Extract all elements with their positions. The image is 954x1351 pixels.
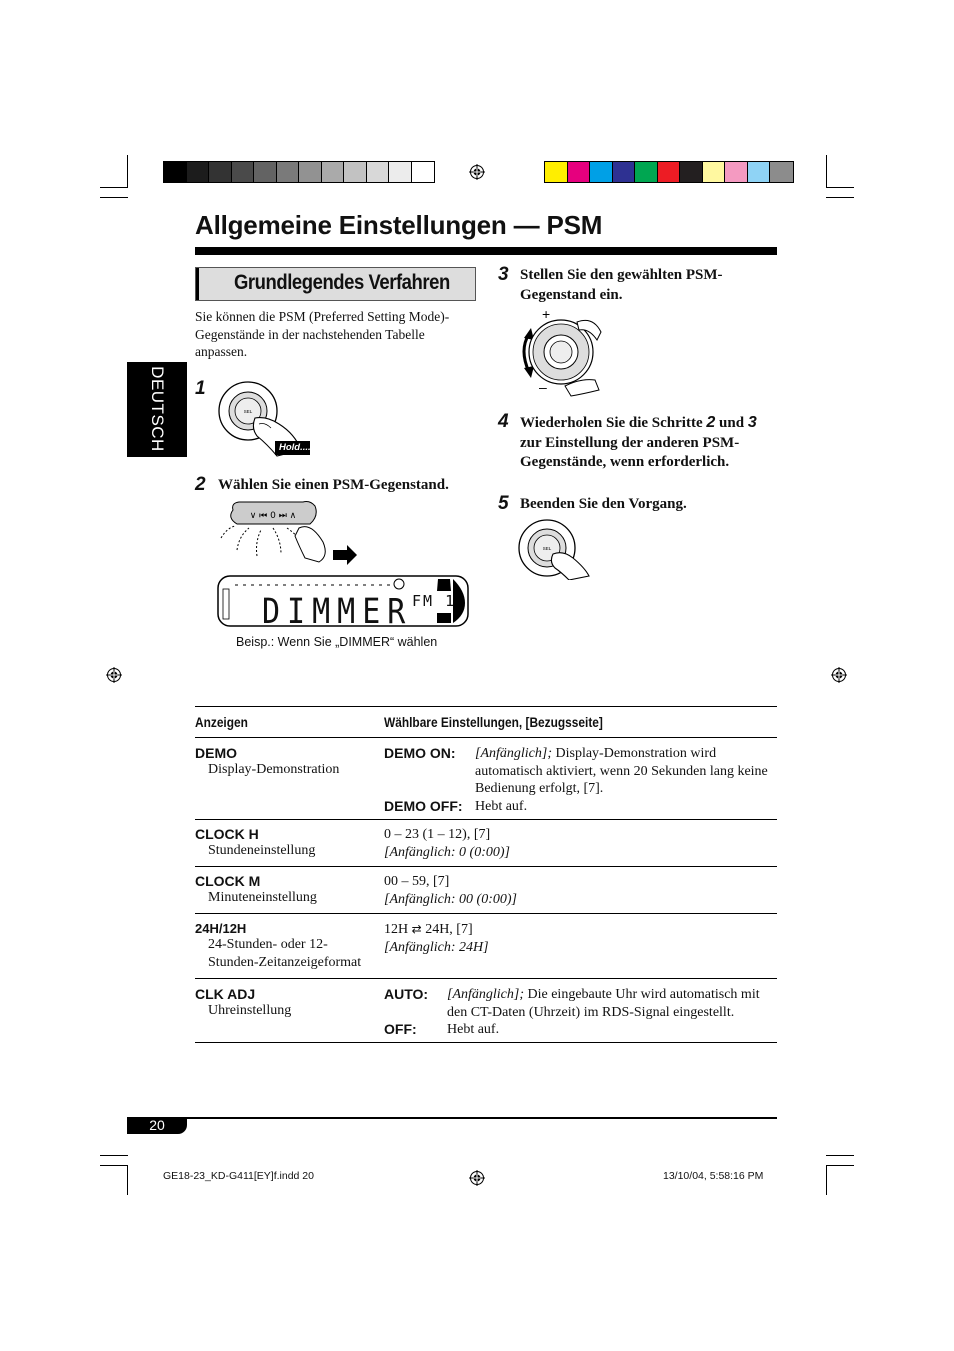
step-4-text-b: und (715, 415, 748, 431)
row-desc: 24-Stunden- oder 12-Stunden-Zeitanzeigeformat (208, 937, 362, 970)
row-initial: [Anfänglich: 24H] (384, 939, 489, 955)
color-swatch (322, 162, 345, 182)
step-4-number: 4 (498, 411, 509, 432)
crop-mark (100, 187, 128, 188)
row-desc: Minuteneinstellung (208, 890, 317, 905)
crop-mark (127, 155, 128, 187)
step-5-number: 5 (498, 493, 509, 514)
option-label: DEMO OFF: (384, 797, 463, 814)
svg-text:∨ ⏮ 0 ⏭ ∧: ∨ ⏮ 0 ⏭ ∧ (249, 511, 297, 521)
table-row (195, 867, 777, 914)
crop-mark (826, 1165, 854, 1166)
row-desc: Uhreinstellung (208, 1003, 292, 1018)
sel-knob-press-icon (515, 518, 595, 580)
color-swatch (412, 162, 435, 182)
color-swatch (680, 162, 703, 182)
crop-mark (100, 197, 128, 198)
row-initial: [Anfänglich: 0 (0:00)] (384, 844, 510, 860)
option-initial: [Anfänglich]; (447, 987, 524, 1002)
color-swatch (635, 162, 658, 182)
color-swatch (770, 162, 793, 182)
color-swatch (703, 162, 726, 182)
language-label: DEUTSCH (148, 366, 167, 452)
display-main-text: DIMMER (262, 592, 413, 633)
title-rule (195, 247, 777, 255)
table-header (195, 707, 777, 738)
svg-text:–: – (539, 379, 547, 395)
option-label: OFF: (384, 1021, 417, 1037)
row-initial: [Anfänglich: 00 (0:00)] (384, 891, 517, 907)
column-header-display: Anzeigen (195, 714, 248, 730)
section-header (195, 267, 476, 301)
color-swatch (299, 162, 322, 182)
crop-mark (127, 1165, 128, 1195)
hold-label: Hold.... (279, 442, 311, 453)
step-1-number: 1 (195, 378, 206, 399)
color-swatch (164, 162, 187, 182)
step-ref: 3 (747, 414, 757, 431)
gray-color-bar (163, 161, 435, 183)
row-range-b: 24H, [7] (425, 922, 473, 937)
option-text: Display-Demonstration wird automatisch aktiviert, wenn 20 Sekunden lang keine Bedienung erfolgt, [7]. (475, 746, 768, 796)
page-title: Allgemeine Einstellungen — PSM (195, 210, 603, 240)
figure-caption: Beisp.: Wenn Sie „DIMMER“ wählen (236, 635, 438, 649)
display-band-text: FM 1 (412, 592, 457, 610)
step-ref: 2 (706, 414, 716, 431)
table-row (195, 738, 777, 820)
option-label: AUTO: (384, 986, 429, 1002)
language-tab (127, 362, 187, 457)
crop-mark (826, 1155, 854, 1156)
color-swatch (545, 162, 568, 182)
section-title: Grundlegendes Verfahren (234, 271, 450, 294)
svg-text:SEL: SEL (542, 546, 552, 551)
row-desc: Display-Demonstration (208, 762, 340, 777)
crop-mark (100, 1165, 128, 1166)
psm-table (195, 706, 777, 1043)
color-swatch (367, 162, 390, 182)
toggle-arrows-icon: ⇄ (411, 922, 422, 936)
color-swatch (590, 162, 613, 182)
crop-mark (826, 187, 854, 188)
color-swatch (187, 162, 210, 182)
color-swatch (725, 162, 748, 182)
table-row (195, 979, 777, 1042)
intro-text: Sie können die PSM (Preferred Setting Mode)-Gegenstände in der nachstehenden Tabelle anpassen. (195, 309, 450, 359)
footer-timestamp: 13/10/04, 5:58:16 PM (663, 1170, 764, 1182)
row-range: 00 – 59, [7] (384, 874, 450, 889)
row-key: DEMO (195, 745, 237, 761)
table-row (195, 914, 777, 979)
step-2-text: Wählen Sie einen PSM-Gegenstand. (218, 477, 449, 493)
column-header-settings: Wählbare Einstellungen, [Bezugsseite] (384, 714, 603, 730)
row-key: CLOCK M (195, 873, 261, 889)
footer-file: GE18-23_KD-G411[EY]f.indd 20 (163, 1170, 314, 1182)
color-swatch (748, 162, 771, 182)
bottom-rule (127, 1117, 777, 1119)
option-text: Hebt auf. (475, 798, 528, 814)
crop-mark (826, 1165, 827, 1195)
option-label: DEMO ON: (384, 745, 456, 761)
row-key: CLK ADJ (195, 986, 256, 1002)
color-swatch (389, 162, 412, 182)
step-3-number: 3 (498, 264, 509, 285)
page-number: 20 (127, 1117, 187, 1134)
crop-mark (826, 197, 854, 198)
color-swatch (658, 162, 681, 182)
color-swatch (232, 162, 255, 182)
registration-mark-icon (106, 667, 122, 683)
color-swatch (277, 162, 300, 182)
step-2-number: 2 (195, 474, 206, 495)
crop-mark (100, 1155, 128, 1156)
color-swatch (613, 162, 636, 182)
row-key: CLOCK H (195, 826, 259, 842)
color-swatch (209, 162, 232, 182)
svg-text:+: + (542, 306, 551, 322)
option-text: Die eingebaute Uhr wird automatisch mit den CT-Daten (Uhrzeit) im RDS-Signal eingestellt. (447, 987, 760, 1020)
row-key: 24H/12H (195, 921, 247, 936)
step-4-text-c: zur Einstellung der anderen PSM-Gegenstände, wenn erforderlich. (520, 434, 740, 470)
color-swatch (344, 162, 367, 182)
row-range-a: 12H (384, 922, 409, 937)
step-4-text (520, 413, 778, 473)
row-range: 0 – 23 (1 – 12), [7] (384, 827, 491, 842)
row-desc: Stundeneinstellung (208, 843, 316, 858)
registration-mark-icon (469, 164, 485, 180)
step-4-text-a: Wiederholen Sie die Schritte (520, 415, 707, 431)
crop-mark (826, 155, 827, 187)
control-dial-rotate-icon (515, 306, 605, 398)
process-color-bar (544, 161, 794, 183)
registration-mark-icon (831, 667, 847, 683)
color-swatch (568, 162, 591, 182)
registration-mark-icon (469, 1170, 485, 1186)
step-3-text: Stellen Sie den gewählten PSM-Gegenstand ein. (520, 267, 723, 303)
control-panel-buttons-icon (215, 498, 365, 566)
table-row (195, 820, 777, 867)
step-5-text: Beenden Sie den Vorgang. (520, 496, 687, 512)
option-text: Hebt auf. (447, 1022, 500, 1037)
svg-text:SEL: SEL (243, 409, 253, 414)
option-initial: [Anfänglich]; (475, 746, 552, 761)
color-swatch (254, 162, 277, 182)
